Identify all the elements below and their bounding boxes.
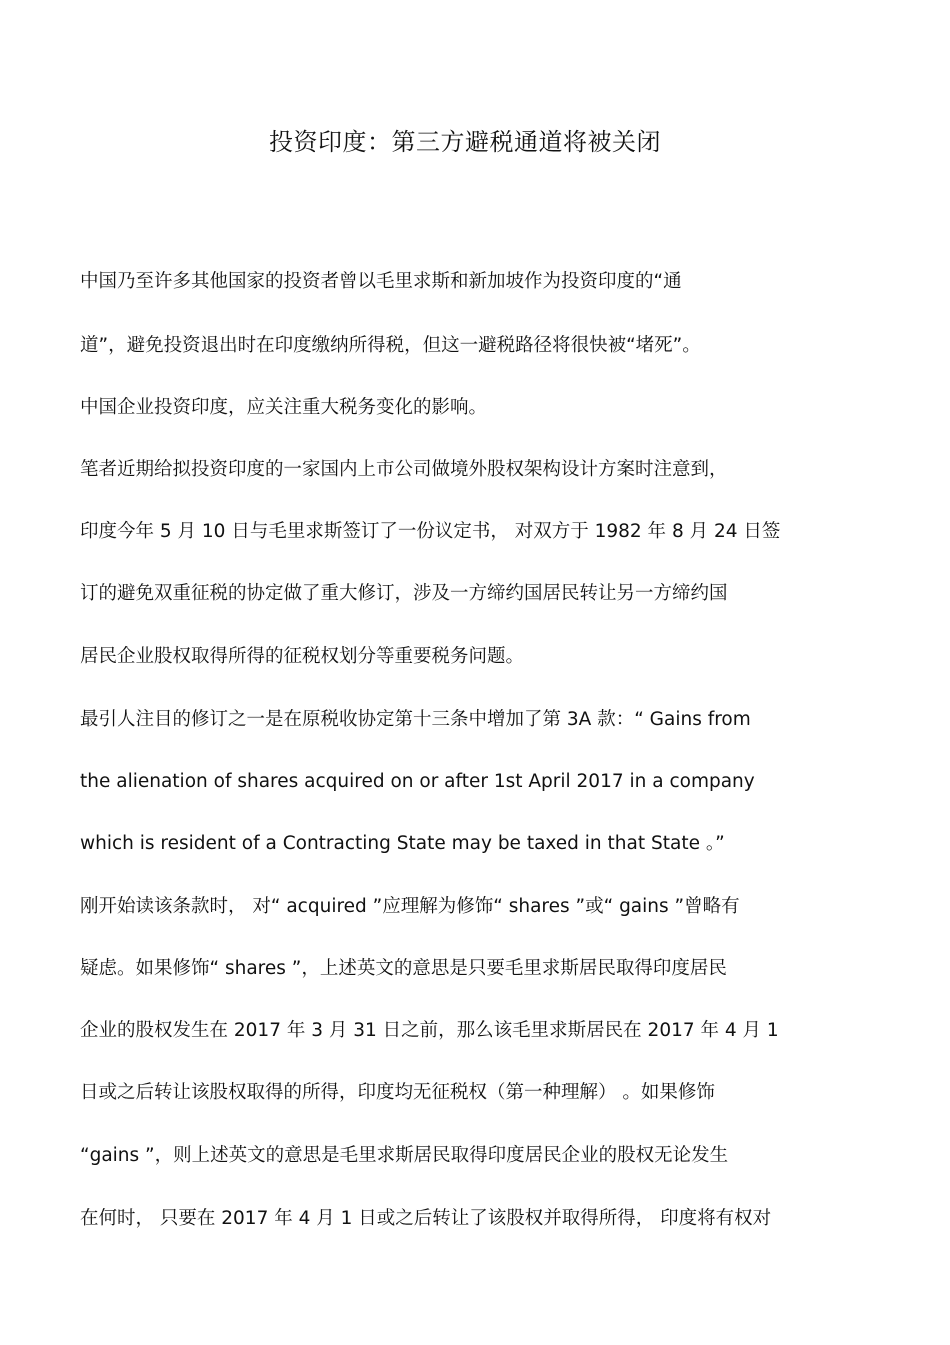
paragraph-line: 中国乃至许多其他国家的投资者曾以毛里求斯和新加坡作为投资印度的“通: [80, 271, 682, 292]
paragraph-line: which is resident of a Contracting State may be taxed in that State 。”: [80, 833, 725, 854]
paragraph-line: 最引人注目的修订之一是在原税收协定第十三条中增加了第 3A 款：“ Gains from: [80, 709, 751, 730]
document-title: 投资印度：第三方避税通道将被关闭: [269, 128, 661, 156]
paragraph-line: 印度今年 5 月 10 日与毛里求斯签订了一份议定书， 对双方于 1982 年 8 月 24 日签: [80, 521, 781, 542]
paragraph-line: the alienation of shares acquired on or after 1st April 2017 in a company: [80, 771, 755, 792]
paragraph-line: 疑虑。如果修饰“ shares ”，上述英文的意思是只要毛里求斯居民取得印度居民: [80, 958, 727, 979]
paragraph-line: 道”，避免投资退出时在印度缴纳所得税，但这一避税路径将很快被“堵死”。: [80, 335, 701, 356]
paragraph-line: 中国企业投资印度，应关注重大税务变化的影响。: [80, 397, 488, 418]
paragraph-line: 在何时， 只要在 2017 年 4 月 1 日或之后转让了该股权并取得所得， 印度将有权对: [80, 1208, 772, 1229]
paragraph-line: 笔者近期给拟投资印度的一家国内上市公司做境外股权架构设计方案时注意到，: [80, 459, 728, 480]
paragraph-line: 居民企业股权取得所得的征税权划分等重要税务问题。: [80, 646, 525, 667]
paragraph-line: 企业的股权发生在 2017 年 3 月 31 日之前，那么该毛里求斯居民在 2017 年 4 月 1: [80, 1020, 779, 1041]
paragraph-line: 刚开始读该条款时， 对“ acquired ”应理解为修饰“ shares ”或“ gains ”曾略有: [80, 896, 740, 917]
paragraph-line: 日或之后转让该股权取得的所得，印度均无征税权（第一种理解） 。如果修饰: [80, 1082, 715, 1103]
paragraph-line: “gains ”，则上述英文的意思是毛里求斯居民取得印度居民企业的股权无论发生: [80, 1145, 729, 1166]
paragraph-line: 订的避免双重征税的协定做了重大修订，涉及一方缔约国居民转让另一方缔约国: [80, 583, 728, 604]
